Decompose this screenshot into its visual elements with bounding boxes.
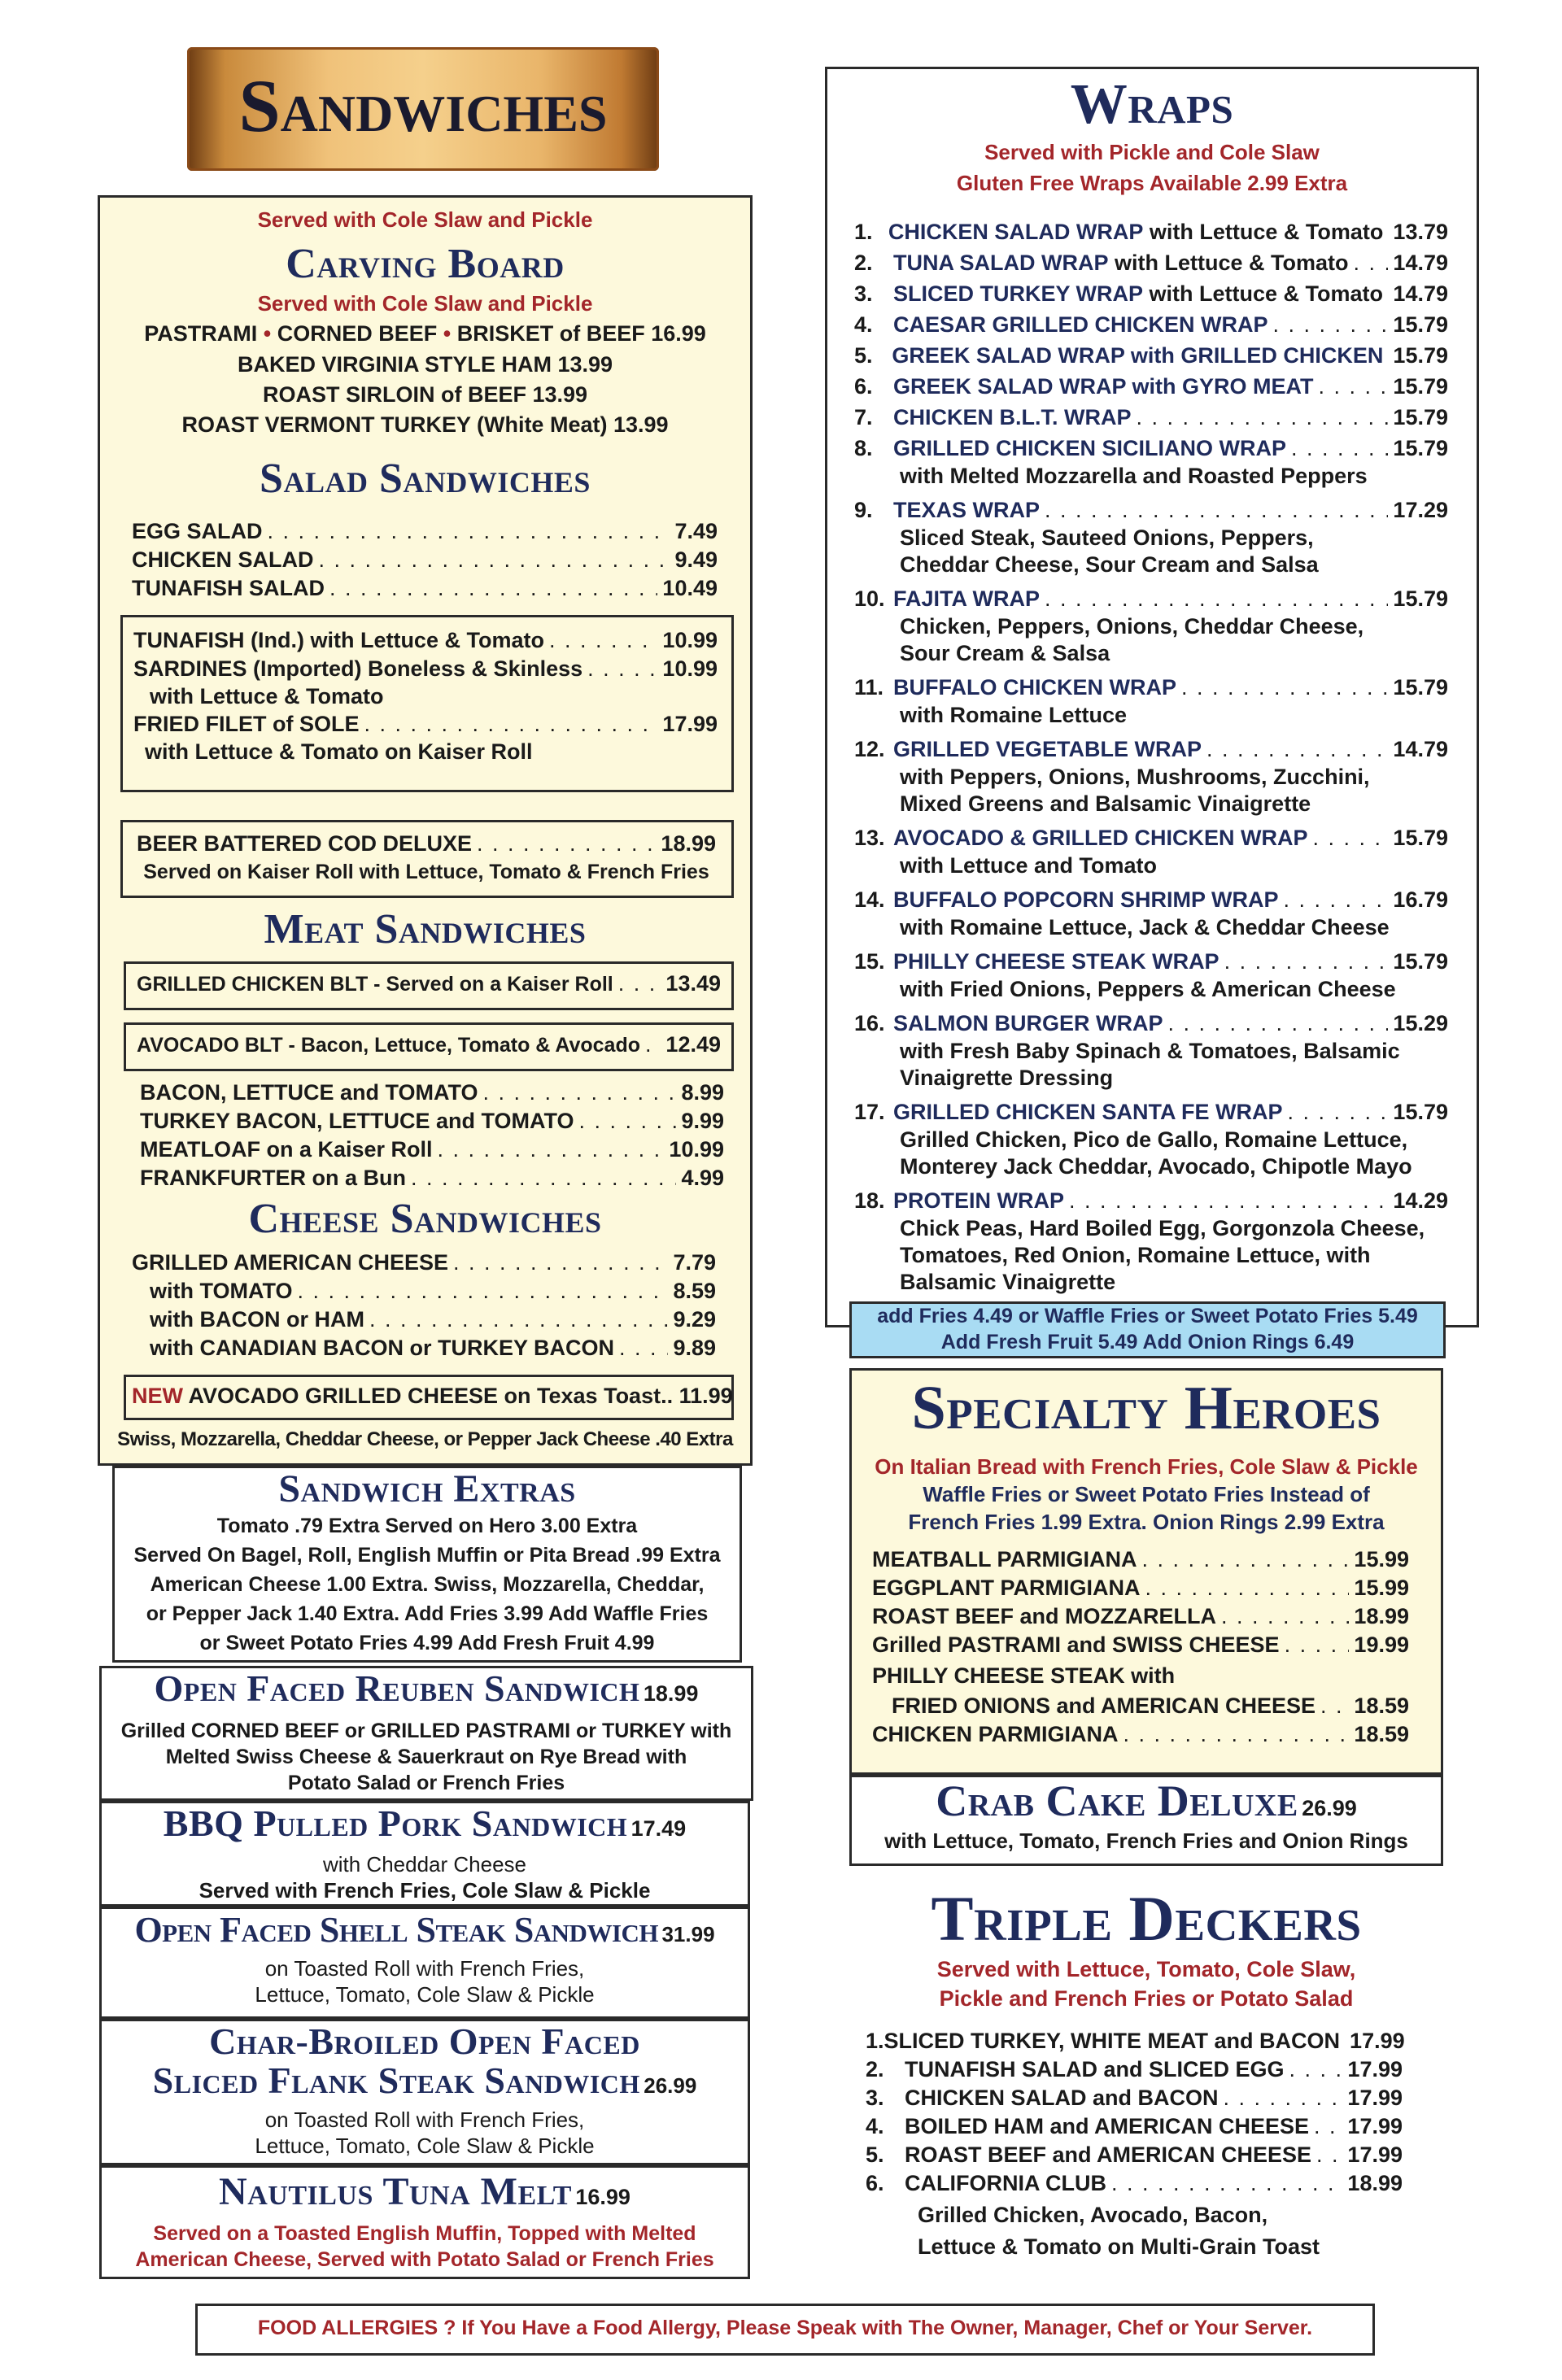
addons-line: add Fries 4.49 or Waffle Fries or Sweet Potato Fries 5.49: [877, 1305, 1418, 1327]
menu-item: with CANADIAN BACON or TURKEY BACON . . . 9.89: [132, 1334, 716, 1362]
dot-leader: [1206, 735, 1388, 764]
shell-title: Open Faced Shell Steak Sandwich: [134, 1910, 659, 1950]
menu-item: GRILLED CHICKEN BLT - Served on a Kaiser Roll . . . 13.49: [137, 970, 721, 999]
wrap-number: 10.: [854, 586, 885, 611]
wrap-name: TUNA SALAD WRAP: [893, 251, 1109, 275]
tuna-melt-title-row: [99, 2172, 750, 2212]
extras-title: Sandwich Extras: [278, 1467, 576, 1510]
wrap-number: 14.: [854, 887, 885, 912]
wrap-price: 15.79: [1393, 312, 1448, 337]
menu-item: TUNAFISH SALAD . . . 10.49: [132, 574, 718, 603]
dot-leader: [1273, 311, 1389, 339]
menu-item: 6. CALIFORNIA CLUB . . . 18.99: [866, 2169, 1403, 2198]
wraps-addons-text: [849, 1303, 1446, 1355]
menu-item-sub: Lettuce & Tomato on Multi-Grain Toast: [918, 2234, 1320, 2259]
heroes-list: [872, 1545, 1409, 1749]
menu-item: 2. TUNAFISH SALAD and SLICED EGG . . . 17.99: [866, 2055, 1403, 2084]
wrap-item: [854, 673, 1448, 702]
wrap-item: [854, 373, 1448, 401]
new-badge: NEW: [132, 1384, 183, 1408]
crab-price: 26.99: [1302, 1796, 1357, 1820]
wrap-item-sub: with Melted Mozzarella and Roasted Peppers: [900, 464, 1368, 488]
cheese-sandwiches-title: Cheese Sandwiches: [248, 1196, 602, 1242]
carving-board-line: ROAST SIRLOIN of BEEF 13.99: [262, 382, 588, 407]
wrap-price: 14.79: [1393, 251, 1448, 275]
wrap-number: 16.: [854, 1011, 885, 1035]
dot-leader: [1284, 886, 1389, 914]
flank-title-2: Sliced Flank Steak Sandwich: [152, 2060, 640, 2101]
menu-item: CHICKEN PARMIGIANA . . . 18.59: [872, 1720, 1409, 1749]
menu-item: with TOMATO . . . 8.59: [132, 1277, 716, 1306]
allergy-notice: FOOD ALLERGIES ? If You Have a Food Allergy, Please Speak with The Owner, Manager, Chef or Your Server.: [257, 2317, 1313, 2339]
desc-line: on Toasted Roll with French Fries,: [264, 2108, 585, 2132]
menu-item: 4. BOILED HAM and AMERICAN CHEESE . . . 17.99: [866, 2112, 1403, 2141]
dot-leader: [1224, 948, 1389, 976]
menu-item-sub: with Lettuce & Tomato on Kaiser Roll: [145, 739, 533, 764]
menu-item: TURKEY BACON, LETTUCE and TOMATO . . . 9.99: [140, 1107, 724, 1136]
wrap-item-sub: Chicken, Peppers, Onions, Cheddar Cheese,: [900, 614, 1364, 639]
menu-item-sub: Grilled Chicken, Avocado, Bacon,: [918, 2203, 1268, 2227]
crab-title: Crab Cake Deluxe: [936, 1776, 1298, 1825]
extras-line: or Sweet Potato Fries 4.99 Add Fresh Fruit 4.99: [199, 1632, 655, 1654]
dot-leader: [1319, 373, 1389, 401]
menu-item: MEATLOAF on a Kaiser Roll . . . 10.99: [140, 1136, 724, 1164]
carving-board-line: BAKED VIRGINIA STYLE HAM 13.99: [237, 352, 613, 377]
tuna-melt-title: Nautilus Tuna Melt: [219, 2170, 572, 2213]
grilled-chicken-blt-item: [137, 970, 721, 999]
wrap-price: 16.79: [1393, 887, 1448, 912]
salad-sandwiches-title: Salad Sandwiches: [260, 456, 591, 502]
wraps-title: Wraps: [1070, 73, 1234, 136]
wrap-item: [854, 280, 1448, 308]
avocado-blt-item: [137, 1031, 721, 1060]
dot-leader: [1288, 1098, 1389, 1127]
meat-sandwiches-title: Meat Sandwiches: [264, 906, 587, 952]
menu-item: ROAST BEEF and MOZZARELLA . . . 18.99: [872, 1602, 1409, 1631]
carving-item-brisket: BRISKET of BEEF 16.99: [456, 321, 706, 346]
wrap-item-sub: Chick Peas, Hard Boiled Egg, Gorgonzola Cheese,: [900, 1216, 1425, 1240]
cheese-list: [132, 1249, 716, 1362]
wrap-price: 15.29: [1393, 1011, 1448, 1035]
flank-price: 26.99: [644, 2073, 697, 2098]
wrap-item: [854, 496, 1448, 525]
wrap-item: [854, 1009, 1448, 1038]
extras-line: Tomato .79 Extra Served on Hero 3.00 Extra: [216, 1515, 638, 1537]
desc-line: on Toasted Roll with French Fries,: [264, 1956, 585, 1981]
wrap-name: BUFFALO CHICKEN WRAP: [893, 675, 1176, 700]
extras-line: American Cheese 1.00 Extra. Swiss, Mozzarella, Cheddar,: [150, 1573, 705, 1596]
wrap-name: SALMON BURGER WRAP: [893, 1011, 1163, 1035]
wrap-item: [854, 735, 1448, 764]
addons-line: Add Fresh Fruit 5.49 Add Onion Rings 6.49: [940, 1331, 1355, 1353]
menu-item-sub: Served on Kaiser Roll with Lettuce, Tomato & French Fries: [143, 861, 709, 883]
wrap-price: 14.29: [1393, 1188, 1448, 1213]
wrap-price: 17.29: [1393, 498, 1448, 522]
menu-item: FRIED FILET of SOLE . . . 17.99: [133, 710, 718, 739]
wrap-price: 15.79: [1393, 1100, 1448, 1124]
cheese-extra-note: Swiss, Mozzarella, Cheddar Cheese, or Pepper Jack Cheese .40 Extra: [117, 1428, 733, 1450]
wrap-name: CHICKEN B.L.T. WRAP: [893, 405, 1132, 429]
wrap-item-sub: Vinaigrette Dressing: [900, 1066, 1114, 1090]
triple-list: [866, 2027, 1403, 2261]
crab-title-row: [849, 1778, 1443, 1824]
crab-desc: with Lettuce, Tomato, French Fries and Onion Rings: [884, 1829, 1408, 1853]
wrap-price: 15.79: [1393, 949, 1448, 974]
menu-item: PHILLY CHEESE STEAK with: [872, 1663, 1176, 1688]
wrap-item: [854, 342, 1448, 370]
extras-lines: [112, 1511, 742, 1658]
carving-item-pastrami: PASTRAMI: [144, 321, 258, 346]
wrap-item-sub: Monterey Jack Cheddar, Avocado, Chipotle Mayo: [900, 1154, 1412, 1179]
wrap-price: 15.79: [1393, 405, 1448, 429]
menu-item: EGG SALAD . . . 7.49: [132, 517, 718, 546]
wrap-number: 6.: [854, 374, 873, 399]
menu-item: SARDINES (Imported) Boneless & Skinless . . . 10.99: [133, 655, 718, 683]
menu-item: 3. CHICKEN SALAD and BACON . . . 17.99: [866, 2084, 1403, 2112]
wrap-item-sub: Mixed Greens and Balsamic Vinaigrette: [900, 791, 1311, 816]
shell-desc: [99, 1955, 750, 2007]
heroes-note-2: Waffle Fries or Sweet Potato Fries Instead of: [923, 1482, 1370, 1506]
desc-line: with Cheddar Cheese: [322, 1852, 527, 1877]
wrap-number: 1.: [854, 220, 873, 244]
dot-leader: [1168, 1009, 1389, 1038]
bbq-desc: [99, 1851, 750, 1903]
wrap-name: CAESAR GRILLED CHICKEN WRAP: [893, 312, 1268, 337]
menu-item-sub: with Lettuce & Tomato: [150, 684, 384, 708]
dot-leader: [1313, 824, 1389, 852]
dot-leader: [1045, 585, 1388, 613]
wrap-price: 13.79: [1393, 220, 1448, 244]
wrap-number: 9.: [854, 498, 873, 522]
wrap-name: GRILLED VEGETABLE WRAP: [893, 737, 1202, 761]
carving-board-line1: [98, 320, 753, 348]
wrap-item-sub: Tomatoes, Red Onion, Romaine Lettuce, with: [900, 1243, 1371, 1267]
cod-item: [137, 830, 716, 887]
dot-leader: [1353, 249, 1388, 277]
extras-line: or Pepper Jack 1.40 Extra. Add Fries 3.99 Add Waffle Fries: [146, 1602, 709, 1625]
wrap-price: 14.79: [1393, 737, 1448, 761]
wrap-name: PROTEIN WRAP: [893, 1188, 1065, 1213]
triple-title: Triple Deckers: [931, 1883, 1362, 1954]
menu-item: FRIED ONIONS and AMERICAN CHEESE . . . 18.59: [872, 1692, 1409, 1720]
wrap-name: CHICKEN SALAD WRAP: [888, 220, 1144, 244]
wrap-item-sub: with Lettuce and Tomato: [900, 853, 1157, 878]
wrap-name: GREEK SALAD WRAP with GYRO MEAT: [893, 374, 1314, 399]
flank-title-1: Char-Broiled Open Faced: [209, 2020, 640, 2062]
wrap-price: 15.79: [1393, 586, 1448, 611]
desc-line: Lettuce, Tomato, Cole Slaw & Pickle: [255, 1982, 595, 2007]
wrap-item-sub: Balsamic Vinaigrette: [900, 1270, 1116, 1294]
menu-item: 1. SLICED TURKEY, WHITE MEAT and BACON 17.99: [866, 2029, 1405, 2053]
wrap-item: [854, 824, 1448, 852]
wrap-item: [854, 249, 1448, 277]
wrap-tail: with Lettuce & Tomato: [1143, 281, 1384, 306]
wrap-price: 15.79: [1393, 374, 1448, 399]
wrap-price: 14.79: [1393, 281, 1448, 306]
wrap-item: [854, 434, 1448, 463]
sandwiches-banner: [187, 47, 659, 171]
wrap-price: 15.79: [1393, 343, 1448, 368]
bullet-dot: •: [263, 321, 277, 346]
wrap-item-sub: with Romaine Lettuce, Jack & Cheddar Cheese: [900, 915, 1390, 939]
wrap-number: 8.: [854, 436, 873, 460]
wrap-item-sub: Sour Cream & Salsa: [900, 641, 1110, 665]
wrap-name: GRILLED CHICKEN SANTA FE WRAP: [893, 1100, 1283, 1124]
reuben-desc: [99, 1718, 753, 1796]
carving-board-note: Served with Cole Slaw and Pickle: [257, 291, 593, 316]
wrap-number: 4.: [854, 312, 873, 337]
reuben-title-row: [99, 1669, 753, 1708]
wrap-item: [854, 1187, 1448, 1215]
wrap-name: GREEK SALAD WRAP with GRILLED CHICKEN: [892, 343, 1384, 368]
wrap-item: [854, 886, 1448, 914]
menu-item: FRANKFURTER on a Bun . . . 4.99: [140, 1164, 724, 1192]
wrap-price: 15.79: [1393, 675, 1448, 700]
wrap-item-sub: Sliced Steak, Sauteed Onions, Peppers,: [900, 525, 1314, 550]
menu-item: EGGPLANT PARMIGIANA . . . 15.99: [872, 1574, 1409, 1602]
carving-board-title: Carving Board: [286, 241, 565, 287]
triple-note-1: Served with Lettuce, Tomato, Cole Slaw,: [936, 1957, 1356, 1981]
wraps-note-2: Gluten Free Wraps Available 2.99 Extra: [956, 171, 1348, 195]
salad-list: [132, 517, 718, 603]
desc-line: Lettuce, Tomato, Cole Slaw & Pickle: [255, 2134, 595, 2158]
menu-item: MEATBALL PARMIGIANA . . . 15.99: [872, 1545, 1409, 1574]
wrap-name: GRILLED CHICKEN SICILIANO WRAP: [893, 436, 1286, 460]
wrap-name: PHILLY CHEESE STEAK WRAP: [893, 949, 1219, 974]
menu-item: with BACON or HAM . . . 9.29: [132, 1306, 716, 1334]
tuna-melt-desc: [99, 2221, 750, 2273]
sandwiches-served-note: Served with Cole Slaw and Pickle: [257, 207, 593, 232]
wrap-item-sub: with Peppers, Onions, Mushrooms, Zucchini,: [900, 765, 1370, 789]
new-avocado-item: NEW AVOCADO GRILLED CHEESE on Texas Toast.. 11.99: [132, 1384, 733, 1408]
flank-desc: [99, 2107, 750, 2159]
desc-line: Served on a Toasted English Muffin, Topped with Melted: [153, 2222, 696, 2245]
desc-line: Potato Salad or French Fries: [287, 1772, 565, 1794]
triple-note-2: Pickle and French Fries or Potato Salad: [939, 1986, 1354, 2011]
wrap-item: [854, 948, 1448, 976]
carving-board-line: ROAST VERMONT TURKEY (White Meat) 13.99: [181, 412, 669, 437]
wrap-item-sub: with Fried Onions, Peppers & American Cheese: [900, 977, 1396, 1001]
heroes-title: Specialty Heroes: [911, 1374, 1381, 1442]
wrap-item: [854, 311, 1448, 339]
wrap-price: 15.79: [1393, 826, 1448, 850]
shell-price: 31.99: [661, 1922, 715, 1946]
menu-item: AVOCADO BLT - Bacon, Lettuce, Tomato & Avocado . . . 12.49: [137, 1031, 721, 1060]
dot-leader: [1137, 403, 1389, 432]
desc-line: American Cheese, Served with Potato Salad or French Fries: [135, 2248, 714, 2271]
sandwiches-banner-title: Sandwiches: [238, 64, 608, 147]
extras-line: Served On Bagel, Roll, English Muffin or Pita Bread .99 Extra: [133, 1544, 721, 1567]
wrap-price: 15.79: [1393, 436, 1448, 460]
reuben-title: Open Faced Reuben Sandwich: [154, 1667, 640, 1709]
desc-line: Melted Swiss Cheese & Sauerkraut on Rye Bread with: [165, 1746, 687, 1768]
wrap-item: [854, 1098, 1448, 1127]
menu-item: Grilled PASTRAMI and SWISS CHEESE . . . 19.99: [872, 1631, 1409, 1659]
wrap-tail: with Lettuce & Tomato: [1108, 251, 1349, 275]
wrap-name: BUFFALO POPCORN SHRIMP WRAP: [893, 887, 1279, 912]
wraps-note-1: Served with Pickle and Cole Slaw: [984, 140, 1320, 164]
menu-item: 5. ROAST BEEF and AMERICAN CHEESE . . . 17.99: [866, 2141, 1403, 2169]
heroes-note-3: French Fries 1.99 Extra. Onion Rings 2.99 Extra: [908, 1510, 1385, 1534]
bullet-dot: •: [443, 321, 457, 346]
bbq-title-row: [99, 1804, 750, 1843]
meat-list: [140, 1079, 724, 1192]
wrap-item: [854, 403, 1448, 432]
bbq-price: 17.49: [630, 1816, 687, 1841]
menu-item: BEER BATTERED COD DELUXE . . . 18.99: [137, 830, 716, 858]
wrap-item-sub: with Fresh Baby Spinach & Tomatoes, Balsamic: [900, 1039, 1400, 1063]
dot-leader: [1045, 496, 1388, 525]
wrap-number: 5.: [854, 343, 873, 368]
wrap-tail: with Lettuce & Tomato: [1143, 220, 1384, 244]
menu-item: BACON, LETTUCE and TOMATO . . . 8.99: [140, 1079, 724, 1107]
bbq-title: BBQ Pulled Pork Sandwich: [163, 1802, 628, 1844]
wrap-number: 12.: [854, 737, 885, 761]
wrap-name: TEXAS WRAP: [893, 498, 1041, 522]
wrap-name: FAJITA WRAP: [893, 586, 1040, 611]
shell-title-row: [99, 1911, 750, 1949]
wrap-name: AVOCADO & GRILLED CHICKEN WRAP: [893, 826, 1308, 850]
wrap-item: [854, 218, 1448, 246]
flank-title-row: [99, 2061, 750, 2100]
heroes-note: On Italian Bread with French Fries, Cole Slaw & Pickle: [875, 1454, 1418, 1479]
desc-line: Grilled CORNED BEEF or GRILLED PASTRAMI or TURKEY with: [120, 1720, 732, 1742]
menu-item: CHICKEN SALAD . . . 9.49: [132, 546, 718, 574]
wrap-number: 11.: [854, 675, 884, 700]
wraps-list: [854, 218, 1448, 1296]
wrap-item: [854, 585, 1448, 613]
wrap-number: 17.: [854, 1100, 885, 1124]
wrap-number: 13.: [854, 826, 885, 850]
desc-line: Served with French Fries, Cole Slaw & Pickle: [199, 1878, 651, 1903]
reuben-price: 18.99: [643, 1681, 699, 1706]
wrap-number: 7.: [854, 405, 873, 429]
wrap-item-sub: Grilled Chicken, Pico de Gallo, Romaine Lettuce,: [900, 1127, 1408, 1152]
dot-leader: [1069, 1187, 1388, 1215]
wrap-number: 18.: [854, 1188, 885, 1213]
wrap-item-sub: with Romaine Lettuce: [900, 703, 1128, 727]
wrap-item-sub: Cheddar Cheese, Sour Cream and Salsa: [900, 552, 1319, 577]
menu-item: TUNAFISH (Ind.) with Lettuce & Tomato . . . 10.99: [133, 626, 718, 655]
wrap-name: SLICED TURKEY WRAP: [893, 281, 1144, 306]
tuna-melt-price: 16.99: [575, 2185, 630, 2209]
dot-leader: [1181, 673, 1388, 702]
wrap-number: 15.: [854, 949, 885, 974]
wrap-number: 2.: [854, 251, 873, 275]
carving-item-corned-beef: CORNED BEEF: [277, 321, 438, 346]
wrap-number: 3.: [854, 281, 873, 306]
dot-leader: [1291, 434, 1388, 463]
menu-item: GRILLED AMERICAN CHEESE . . . 7.79: [132, 1249, 716, 1277]
salad-boxed-list: [133, 626, 718, 765]
